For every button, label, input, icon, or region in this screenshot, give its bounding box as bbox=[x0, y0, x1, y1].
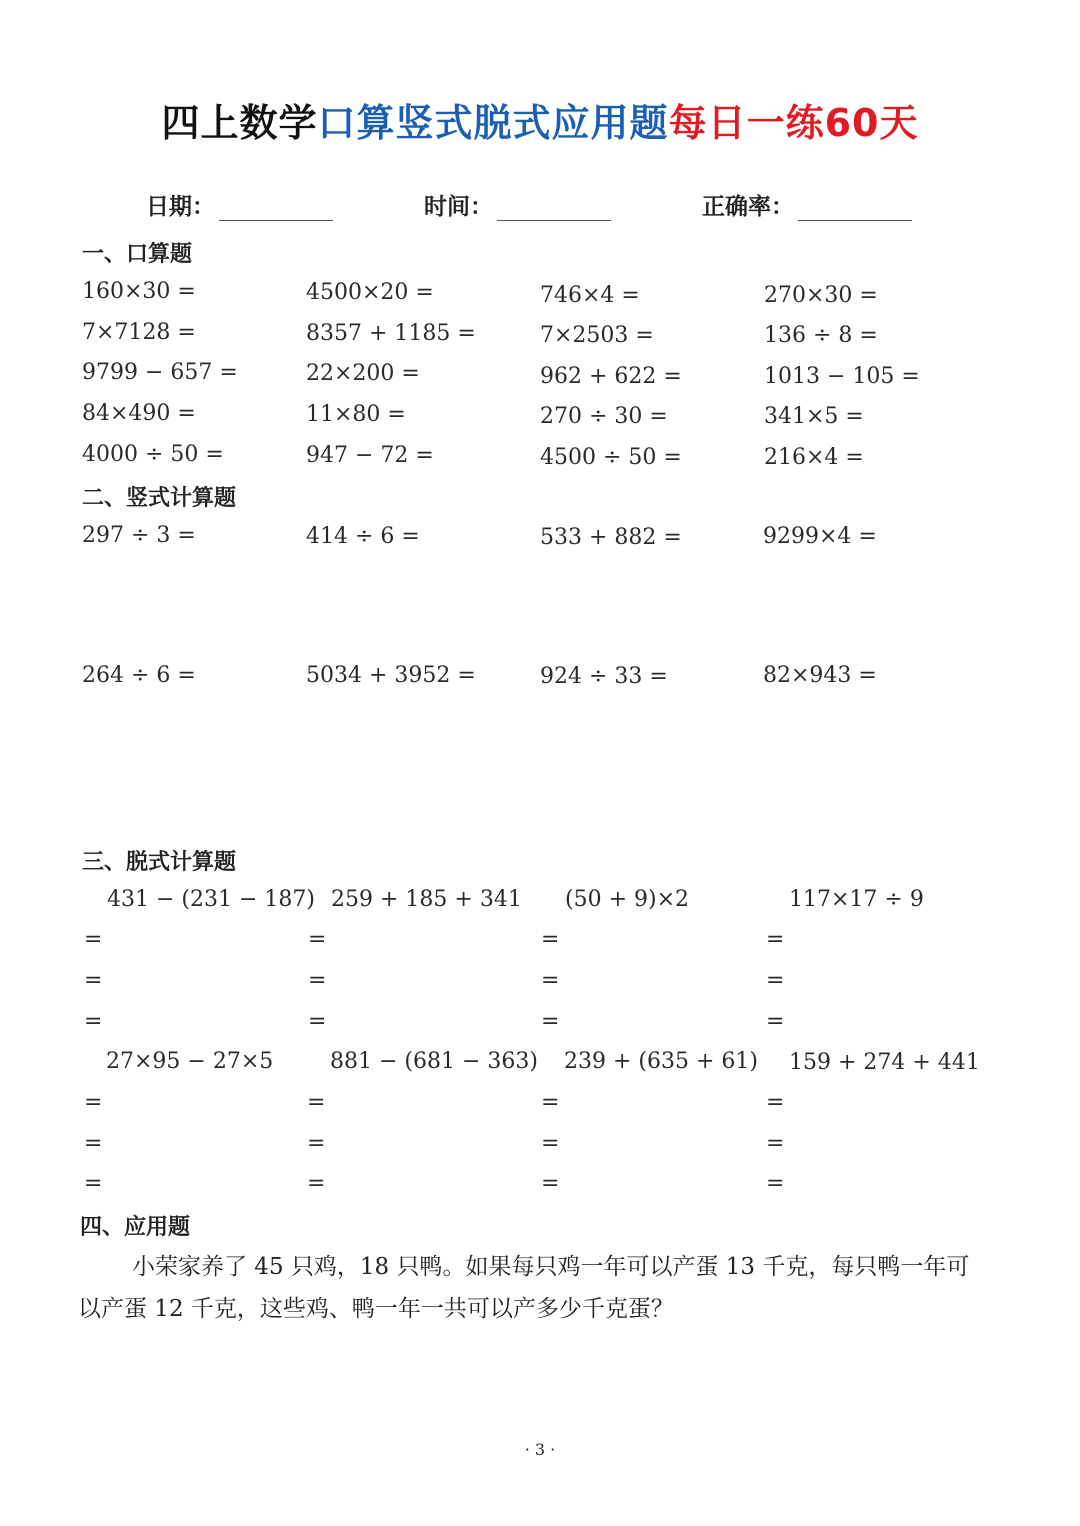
accuracy-field[interactable] bbox=[702, 188, 912, 221]
oral-problem: 947 − 72 = bbox=[306, 443, 434, 468]
stepwise-expression: (50 + 9)×2 bbox=[565, 887, 690, 912]
oral-problem: 7×2503 = bbox=[540, 323, 654, 348]
date-field[interactable] bbox=[146, 188, 333, 221]
stepwise-expression: 27×95 − 27×5 bbox=[106, 1049, 274, 1074]
equals-sign: = bbox=[84, 968, 103, 993]
oral-problem: 270 ÷ 30 = bbox=[540, 404, 668, 429]
vertical-problem: 533 + 882 = bbox=[540, 525, 682, 550]
equals-sign: = bbox=[541, 1131, 560, 1156]
equals-sign: = bbox=[84, 1171, 103, 1196]
section-heading-oral: 一、口算题 bbox=[82, 242, 193, 267]
oral-problem: 7×7128 = bbox=[82, 320, 196, 345]
stepwise-expression: 881 − (681 − 363) bbox=[330, 1049, 538, 1074]
equals-sign: = bbox=[84, 1090, 103, 1115]
page-number: · 3 · bbox=[524, 1440, 556, 1459]
word-problem-text: 小荣家养了 45 只鸡，18 只鸭。如果每只鸡一年可以产蛋 13 千克，每只鸭一年可以产蛋 12 千克，这些鸡、鸭一年一共可以产多少千克蛋？ bbox=[78, 1254, 970, 1322]
oral-problem: 11×80 = bbox=[306, 402, 406, 427]
page-title bbox=[0, 92, 1080, 147]
vertical-problem: 9299×4 = bbox=[763, 524, 877, 549]
time-field[interactable] bbox=[424, 188, 611, 221]
vertical-problem: 414 ÷ 6 = bbox=[306, 524, 420, 549]
equals-sign: = bbox=[541, 1009, 560, 1034]
vertical-problem: 264 ÷ 6 = bbox=[82, 663, 196, 688]
oral-problem: 341×5 = bbox=[764, 404, 864, 429]
oral-problem: 962 + 622 = bbox=[540, 364, 682, 389]
vertical-problem: 297 ÷ 3 = bbox=[82, 523, 196, 548]
accuracy-label: 正确率： bbox=[702, 194, 794, 220]
time-label: 时间： bbox=[424, 194, 493, 220]
date-blank[interactable] bbox=[219, 194, 333, 221]
equals-sign: = bbox=[766, 1171, 785, 1196]
oral-problem: 160×30 = bbox=[82, 279, 196, 304]
title-part-topics: 口算竖式脱式应用题 bbox=[317, 101, 669, 145]
equals-sign: = bbox=[307, 1131, 326, 1156]
oral-problem: 216×4 = bbox=[764, 445, 864, 470]
equals-sign: = bbox=[766, 968, 785, 993]
oral-problem: 136 ÷ 8 = bbox=[764, 323, 878, 348]
time-blank[interactable] bbox=[497, 194, 611, 221]
stepwise-expression: 117×17 ÷ 9 bbox=[789, 887, 924, 912]
title-part-daily: 每日一练60天 bbox=[668, 101, 919, 145]
stepwise-expression: 259 + 185 + 341 bbox=[331, 887, 522, 912]
oral-problem: 4500 ÷ 50 = bbox=[540, 445, 682, 470]
equals-sign: = bbox=[84, 1009, 103, 1034]
equals-sign: = bbox=[308, 968, 327, 993]
section-heading-stepwise: 三、脱式计算题 bbox=[82, 850, 237, 875]
equals-sign: = bbox=[307, 1090, 326, 1115]
equals-sign: = bbox=[308, 927, 327, 952]
equals-sign: = bbox=[307, 1171, 326, 1196]
vertical-problem: 924 ÷ 33 = bbox=[540, 664, 668, 689]
oral-problem: 1013 − 105 = bbox=[764, 364, 920, 389]
section-heading-vertical: 二、竖式计算题 bbox=[82, 486, 237, 511]
stepwise-expression: 159 + 274 + 441 bbox=[789, 1050, 980, 1075]
stepwise-expression: 239 + (635 + 61) bbox=[564, 1049, 758, 1074]
section-heading-word: 四、应用题 bbox=[80, 1215, 191, 1240]
date-label: 日期： bbox=[146, 194, 215, 220]
equals-sign: = bbox=[766, 1090, 785, 1115]
vertical-problem: 82×943 = bbox=[763, 663, 877, 688]
meta-row bbox=[0, 188, 1080, 228]
equals-sign: = bbox=[541, 927, 560, 952]
equals-sign: = bbox=[84, 1131, 103, 1156]
oral-problem: 8357 + 1185 = bbox=[306, 321, 476, 346]
oral-problem: 22×200 = bbox=[306, 361, 420, 386]
equals-sign: = bbox=[541, 1171, 560, 1196]
oral-problem: 9799 − 657 = bbox=[82, 360, 238, 385]
oral-problem: 270×30 = bbox=[764, 283, 878, 308]
equals-sign: = bbox=[766, 1009, 785, 1034]
equals-sign: = bbox=[308, 1009, 327, 1034]
equals-sign: = bbox=[766, 1131, 785, 1156]
equals-sign: = bbox=[541, 968, 560, 993]
equals-sign: = bbox=[541, 1090, 560, 1115]
vertical-problem: 5034 + 3952 = bbox=[306, 663, 476, 688]
accuracy-blank[interactable] bbox=[798, 194, 912, 221]
oral-problem: 4000 ÷ 50 = bbox=[82, 442, 224, 467]
title-part-grade: 四上数学 bbox=[161, 101, 318, 145]
oral-problem: 746×4 = bbox=[540, 283, 640, 308]
oral-problem: 84×490 = bbox=[82, 401, 196, 426]
equals-sign: = bbox=[84, 927, 103, 952]
stepwise-expression: 431 − (231 − 187) bbox=[107, 887, 315, 912]
oral-problem: 4500×20 = bbox=[306, 280, 434, 305]
equals-sign: = bbox=[766, 927, 785, 952]
